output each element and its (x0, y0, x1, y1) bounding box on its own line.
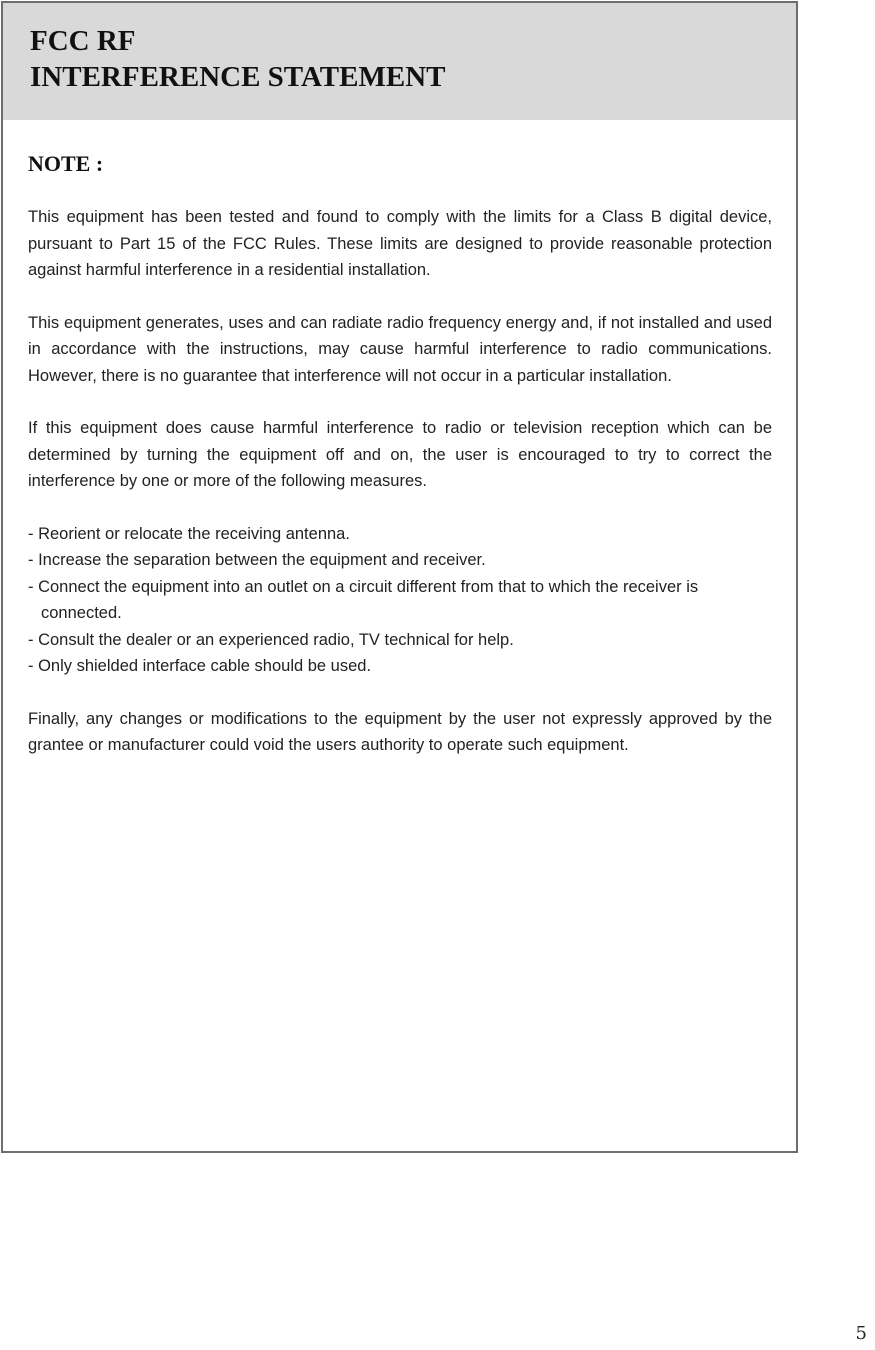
title-line-1: FCC RF (30, 25, 136, 57)
list-item: - Consult the dealer or an experienced radio, TV technical for help. (28, 630, 514, 649)
list-item: - Increase the separation between the equipment and receiver. (28, 551, 486, 569)
measures-list (28, 521, 772, 680)
statement-body (3, 120, 796, 759)
paragraph-radiation: This equipment generates, uses and can radiate radio frequency energy and, if not installed and used in accordance with the instructions, may cause harmful interference to radio communications. However, there is no guarantee that interference will not occur in a particular installation. (28, 313, 772, 385)
paragraph-closing: Finally, any changes or modifications to the equipment by the user not expressly approved by the grantee or manufacturer could void the users authority to operate such equipment. (28, 709, 772, 754)
paragraph-measures-intro: If this equipment does cause harmful interference to radio or television reception which can be determined by turning the equipment off and on, the user is encouraged to try to correct the interference by one or more of the following measures. (28, 419, 772, 490)
statement-panel (1, 1, 798, 1153)
list-item: - Reorient or relocate the receiving antenna. (28, 524, 350, 543)
title-line-2: INTERFERENCE STATEMENT (30, 61, 446, 93)
list-item: - Only shielded interface cable should be used. (28, 657, 372, 675)
note-label: NOTE : (28, 151, 104, 176)
statement-header (3, 3, 796, 120)
page-title (30, 23, 796, 95)
paragraph-compliance: This equipment has been tested and found to comply with the limits for a Class B digital device, pursuant to Part 15 of the FCC Rules. These limits are designed to provide reasonable protection against harmful interference in a residential installation. (28, 208, 772, 279)
page-number: 5 (855, 1323, 867, 1344)
list-item: - Connect the equipment into an outlet on a circuit different from that to which the receiver is connected. (28, 577, 699, 622)
